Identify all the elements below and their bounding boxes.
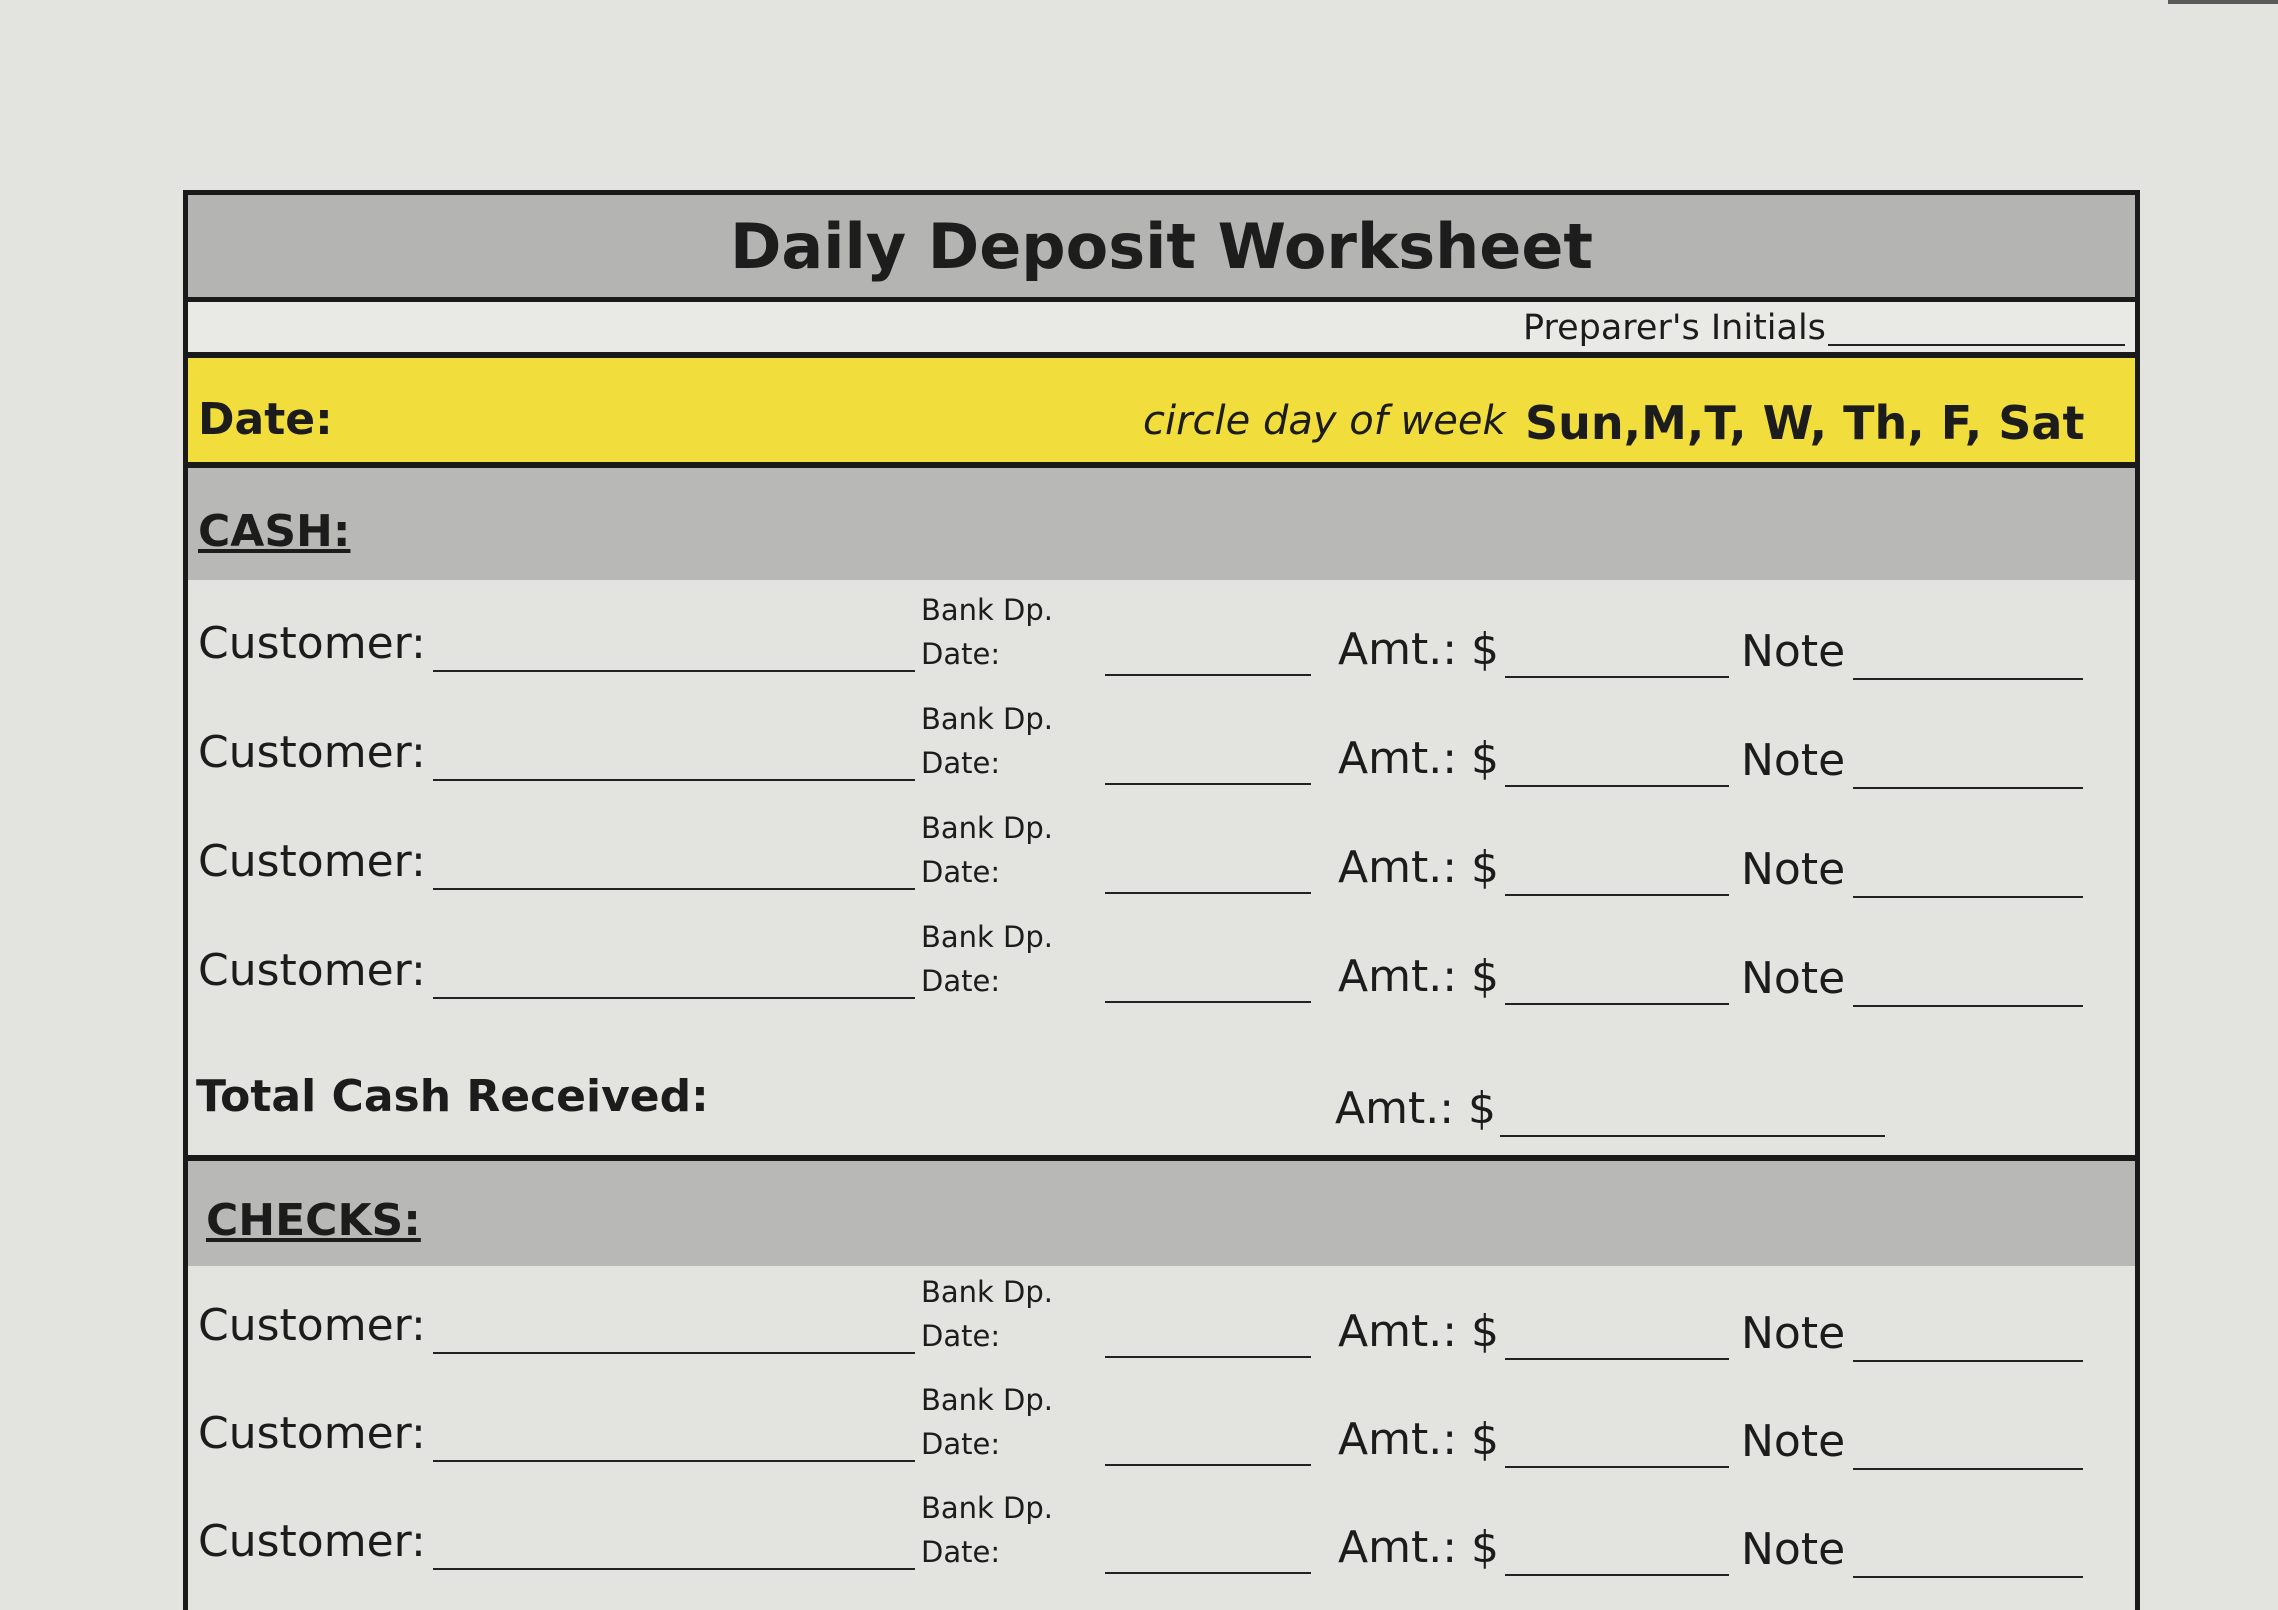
customer-label: Customer: xyxy=(198,945,426,996)
amount-label: Amt.: $ xyxy=(1338,624,1500,675)
bank-deposit-date-field[interactable] xyxy=(1105,783,1311,785)
note-label: Note xyxy=(1741,1416,1846,1467)
cash-section-header xyxy=(188,468,2135,580)
bank-deposit-date-label: Bank Dp. Date: xyxy=(921,702,1054,780)
customer-field[interactable] xyxy=(433,779,915,781)
bank-deposit-date-label: Bank Dp. Date: xyxy=(921,1491,1054,1569)
bank-deposit-date-label: Bank Dp. Date: xyxy=(921,1383,1054,1461)
note-label: Note xyxy=(1741,1308,1846,1359)
total-amount-field[interactable] xyxy=(1500,1135,1885,1137)
cash-row xyxy=(188,689,2135,797)
note-field[interactable] xyxy=(1853,896,2083,898)
note-field[interactable] xyxy=(1853,787,2083,789)
note-field[interactable] xyxy=(1853,1576,2083,1578)
bank-deposit-date-field[interactable] xyxy=(1105,1572,1311,1574)
total-cash-row xyxy=(188,1017,2135,1149)
amount-label: Amt.: $ xyxy=(1338,1522,1500,1573)
bank-deposit-date-field[interactable] xyxy=(1105,674,1311,676)
amount-label: Amt.: $ xyxy=(1338,842,1500,893)
bank-deposit-date-field[interactable] xyxy=(1105,1464,1311,1466)
background-edge xyxy=(2168,0,2278,4)
check-row xyxy=(188,1478,2135,1586)
bank-deposit-date-label: Bank Dp. Date: xyxy=(921,920,1054,998)
amount-field[interactable] xyxy=(1505,1358,1729,1360)
checks-label: CHECKS: xyxy=(206,1195,421,1246)
bank-deposit-date-label: Bank Dp. Date: xyxy=(921,593,1054,671)
customer-field[interactable] xyxy=(433,670,915,672)
customer-label: Customer: xyxy=(198,1408,426,1459)
amount-field[interactable] xyxy=(1505,1466,1729,1468)
customer-label: Customer: xyxy=(198,1516,426,1567)
amount-label: Amt.: $ xyxy=(1338,1306,1500,1357)
title-band xyxy=(188,195,2135,302)
bank-deposit-date-label: Bank Dp. Date: xyxy=(921,811,1054,889)
note-label: Note xyxy=(1741,735,1846,786)
note-field[interactable] xyxy=(1853,1360,2083,1362)
amount-field[interactable] xyxy=(1505,1574,1729,1576)
amount-field[interactable] xyxy=(1505,894,1729,896)
customer-field[interactable] xyxy=(433,888,915,890)
cash-row xyxy=(188,798,2135,906)
note-label: Note xyxy=(1741,953,1846,1004)
preparer-initials-field[interactable] xyxy=(1828,344,2125,346)
customer-field[interactable] xyxy=(433,1460,915,1462)
check-row xyxy=(188,1262,2135,1370)
customer-label: Customer: xyxy=(198,836,426,887)
amount-field[interactable] xyxy=(1505,785,1729,787)
amount-label: Amt.: $ xyxy=(1338,951,1500,1002)
cash-row xyxy=(188,580,2135,688)
customer-field[interactable] xyxy=(433,997,915,999)
days-of-week[interactable]: Sun,M,T, W, Th, F, Sat xyxy=(1525,396,2085,450)
note-field[interactable] xyxy=(1853,1005,2083,1007)
note-label: Note xyxy=(1741,844,1846,895)
total-amount-label: Amt.: $ xyxy=(1335,1083,1497,1134)
bank-deposit-date-field[interactable] xyxy=(1105,1356,1311,1358)
date-band xyxy=(188,358,2135,468)
amount-label: Amt.: $ xyxy=(1338,1414,1500,1465)
bank-deposit-date-field[interactable] xyxy=(1105,892,1311,894)
cash-row xyxy=(188,907,2135,1015)
customer-label: Customer: xyxy=(198,727,426,778)
bank-deposit-date-label: Bank Dp. Date: xyxy=(921,1275,1054,1353)
customer-label: Customer: xyxy=(198,618,426,669)
preparer-initials-label: Preparer's Initials xyxy=(1523,308,1826,348)
circle-day-instruction: circle day of week xyxy=(1143,398,1506,444)
bank-deposit-date-field[interactable] xyxy=(1105,1001,1311,1003)
note-field[interactable] xyxy=(1853,678,2083,680)
amount-field[interactable] xyxy=(1505,1003,1729,1005)
check-row xyxy=(188,1370,2135,1478)
deposit-worksheet xyxy=(183,190,2140,1610)
total-cash-label: Total Cash Received: xyxy=(196,1071,709,1122)
date-label: Date: xyxy=(198,394,333,445)
note-label: Note xyxy=(1741,1524,1846,1575)
worksheet-title: Daily Deposit Worksheet xyxy=(729,209,1594,283)
amount-field[interactable] xyxy=(1505,676,1729,678)
preparer-initials-row xyxy=(188,302,2135,358)
checks-section-header xyxy=(188,1155,2135,1266)
note-label: Note xyxy=(1741,626,1846,677)
customer-label: Customer: xyxy=(198,1300,426,1351)
customer-field[interactable] xyxy=(433,1568,915,1570)
note-field[interactable] xyxy=(1853,1468,2083,1470)
customer-field[interactable] xyxy=(433,1352,915,1354)
amount-label: Amt.: $ xyxy=(1338,733,1500,784)
cash-label: CASH: xyxy=(198,506,351,557)
